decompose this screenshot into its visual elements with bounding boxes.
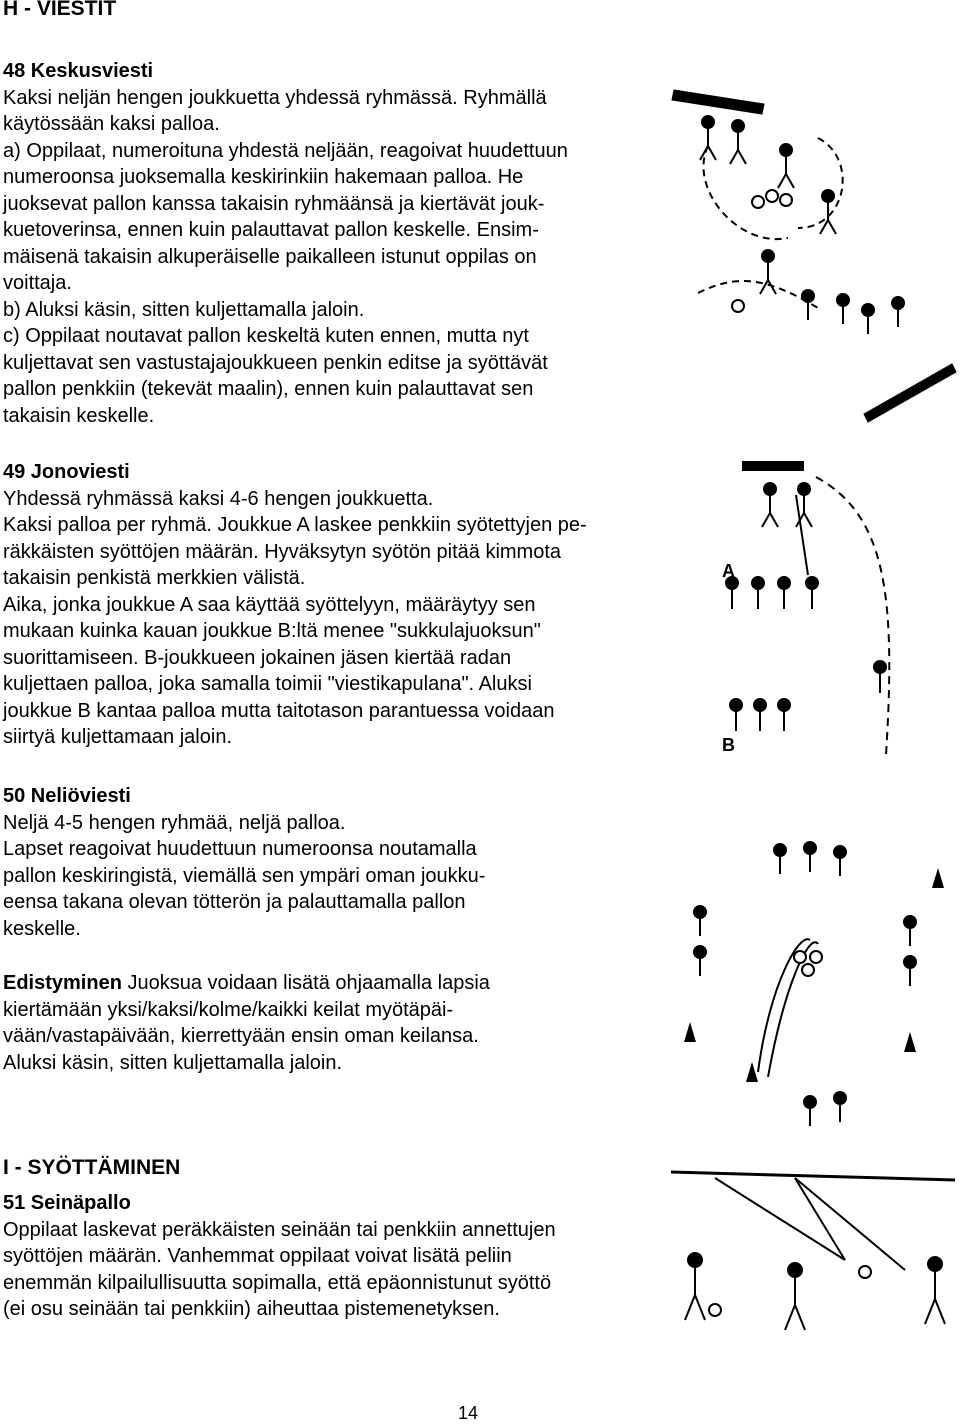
text-line: vään/vastapäivään, kierrettyään ensin oman keilansa. [3,1025,479,1047]
figure-square-relay [660,832,960,1132]
wall [671,1172,955,1180]
text-line: juoksevat pallon kanssa takaisin ryhmäänsä ja kiertävät jouk- [3,192,545,215]
text-line: kuljettavat sen vastustajajoukkueen penkin editse ja syöttävät [3,351,548,374]
exercise-title: 49 Jonoviesti [3,461,130,483]
text-line: käytössään kaksi palloa. [3,113,220,135]
players-group [685,1253,945,1330]
run-path [816,477,889,755]
exercise-title: 51 Seinäpallo [3,1192,131,1214]
text-line: syöttöjen määrän. Vanhemmat oppilaat voivat lisätä peliin [3,1245,512,1267]
pass-line [795,1178,905,1270]
text-line: Kaksi neljän hengen joukkuetta yhdessä ryhmässä. Ryhmällä [3,86,547,109]
text-line: siirtyä kuljettamaan jaloin. [3,726,232,748]
text-line: pallon keskiringistä, viemällä sen ympäri oman joukku- [3,864,486,887]
text-line: mäisenä takaisin alkuperäiselle paikalleen istunut oppilas on [3,245,537,268]
exercise-51 [3,1190,693,1323]
exercise-48 [3,58,693,429]
page-number: 14 [458,1403,479,1423]
cone [746,1062,758,1082]
run-path [698,281,818,308]
progression-block [3,970,693,1076]
text-line: räkkäisten syöttöjen määrän. Hyväksytyn syötön pitää kimmota [3,540,562,563]
text-line: suorittamiseen. B-joukkueen jokainen jäsen kiertää radan [3,646,512,669]
cone [932,868,944,888]
text-line: Kaksi palloa per ryhmä. Joukkue A laskee penkkiin syötettyjen pe- [3,514,587,536]
team-b-label: B [722,735,735,755]
text-line: pallon penkkiin (tekevät maalin), ennen kuin palauttavat sen [3,378,534,400]
text-line: mukaan kuinka kauan joukkue B:ltä menee "sukkulajuoksun" [3,620,541,642]
pass-line [796,495,808,575]
exercise-49 [3,459,693,751]
text-line: kuljettaen palloa, joka samalla toimii "viestikapulana". Aluksi [3,673,532,695]
cone [684,1022,696,1042]
exercise-title: 48 Keskusviesti [3,60,154,82]
bench-top [672,90,764,114]
progression-label: Edistyminen [3,972,122,994]
players-group [694,842,916,1126]
bench [742,461,804,471]
text-line: enemmän kilpailullisuutta sopimalla, että epäonnistunut syöttö [3,1271,552,1294]
run-path [798,138,843,228]
text-line: Aika, jonka joukkue A saa käyttää syöttelyyn, määräytyy sen [3,593,536,616]
text-line: takaisin keskelle. [3,404,155,427]
text-line: Yhdessä ryhmässä kaksi 4-6 hengen joukkuetta. [3,487,434,510]
bench-bottom [864,364,956,422]
text-line: b) Aluksi käsin, sitten kuljettamalla jaloin. [3,298,365,321]
exercise-50 [3,783,693,942]
text-line: Neljä 4-5 hengen ryhmää, neljä palloa. [3,811,346,834]
text-line: (ei osu seinään tai penkkiin) aiheuttaa pistemenetyksen. [3,1298,500,1320]
section-heading-h: H - VIESTIT [3,0,117,20]
balls-group [794,951,822,976]
text-line: Aluksi käsin, sitten kuljettamalla jaloin. [3,1051,343,1074]
cone [904,1032,916,1052]
figure-wall-pass [665,1160,960,1340]
text-line: Oppilaat laskevat peräkkäisten seinään tai penkkiin annettujen [3,1218,556,1241]
text-line: joukkue B kantaa palloa mutta taitotason parantuessa voidaan [3,699,555,722]
exercise-title: 50 Neliöviesti [3,785,131,807]
text-line: voittaja. [3,272,72,294]
figure-relay-center [668,78,960,433]
text-line: eensa takana olevan tötterön ja palauttamalla pallon [3,891,466,913]
text-line: kuetoverinsa, ennen kuin palauttavat pallon keskelle. Ensim- [3,219,539,241]
text-line: keskelle. [3,917,81,940]
cones-group [684,868,944,1082]
pass-line [795,1178,845,1260]
text-line: c) Oppilaat noutavat pallon keskeltä kuten ennen, mutta nyt [3,325,529,347]
text-line: kiertämään yksi/kaksi/kolme/kaikki keilat myötäpäi- [3,998,454,1021]
players-group [700,116,904,334]
text-line: takaisin penkistä merkkien välistä. [3,567,306,589]
text-line: numeroonsa juoksemalla keskirinkiin hakemaan palloa. He [3,166,524,188]
team-a-label: A [722,561,735,581]
balls-group [732,190,792,312]
run-path [768,942,818,1077]
text-line: a) Oppilaat, numeroituna yhdestä neljään, reagoivat huudettuun [3,139,568,162]
figure-shuttle-relay [696,455,960,765]
section-heading-i: I - SYÖTTÄMINEN [3,1156,181,1179]
pass-line [715,1178,845,1260]
text-line: Lapset reagoivat huudettuun numeroonsa noutamalla [3,838,477,860]
text-line: Juoksua voidaan lisätä ohjaamalla lapsia [121,972,490,994]
